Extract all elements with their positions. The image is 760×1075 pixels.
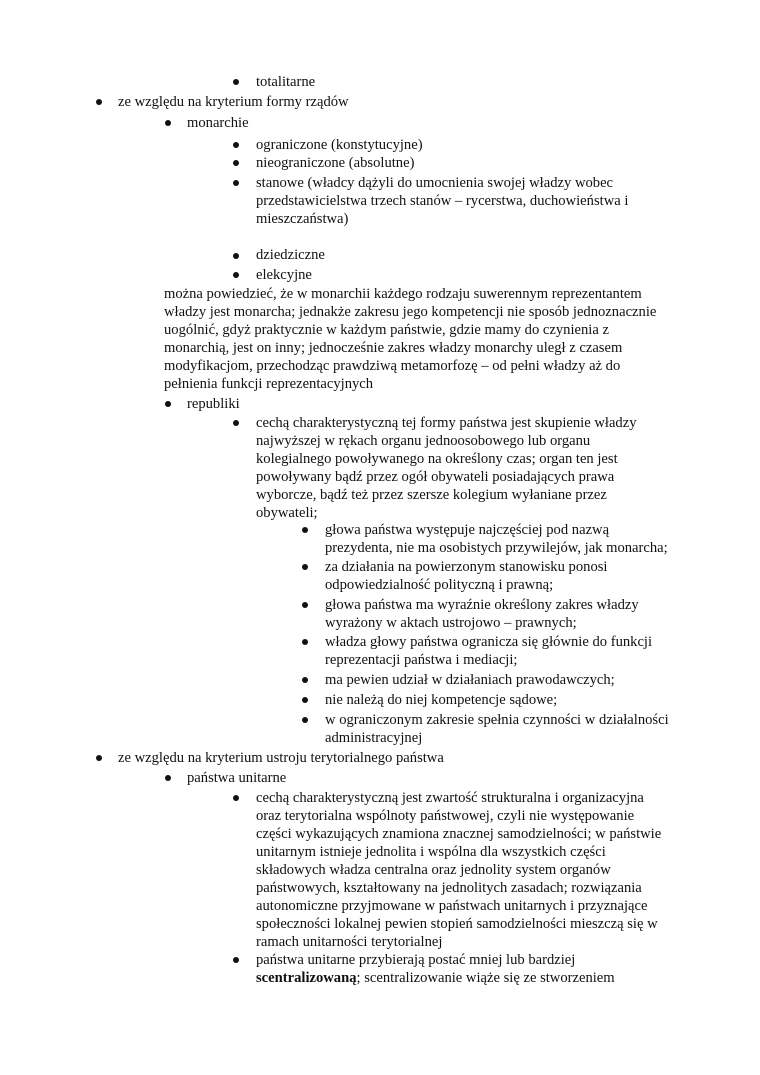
- bullet-icon: [302, 677, 308, 683]
- list-item-text: mieszczaństwa): [256, 211, 349, 227]
- paragraph-text: uogólnić, gdyż praktycznie w każdym państwie, gdzie mamy do czynienia z: [164, 322, 609, 338]
- list-item-text: nie należą do niej kompetencje sądowe;: [325, 692, 558, 708]
- bullet-icon: [302, 564, 308, 570]
- list-item-text: dziedziczne: [256, 247, 325, 263]
- list-item-text: przedstawicielstwa trzech stanów – rycerstwa, duchowieństwa i: [256, 193, 629, 209]
- bullet-icon: [233, 79, 239, 85]
- list-item-text: składowych władza centralna oraz jednolity system organów: [256, 862, 611, 878]
- list-item-text: autonomiczne przyjmowane w państwach unitarnych i przyznające: [256, 898, 648, 914]
- bullet-icon: [233, 795, 239, 801]
- bullet-icon: [233, 180, 239, 186]
- list-item-text: cechą charakterystyczną jest zwartość strukturalna i organizacyjna: [256, 790, 644, 806]
- paragraph-text: pełnienia funkcji reprezentacyjnych: [164, 376, 374, 392]
- section-heading: ze względu na kryterium formy rządów: [118, 94, 349, 110]
- list-item-text: państwowych, kształtowany na jednolitych zasadach; rozwiązania: [256, 880, 642, 896]
- bullet-icon: [302, 717, 308, 723]
- bullet-icon: [233, 420, 239, 426]
- list-item-text: głowa państwa ma wyraźnie określony zakres władzy: [325, 597, 639, 613]
- bullet-icon: [233, 272, 239, 278]
- bullet-icon: [302, 602, 308, 608]
- list-item-text: ramach unitarności terytorialnej: [256, 934, 443, 950]
- paragraph-text: władzy jest monarcha; jednakże zakresu jego kompetencji nie sposób jednoznacznie: [164, 304, 657, 320]
- bullet-icon: [233, 253, 239, 259]
- list-item-text: państwa unitarne: [187, 770, 287, 786]
- list-item-text: oraz terytorialna wspólnoty państwowej, czyli nie występowanie: [256, 808, 635, 824]
- list-item-text: głowa państwa występuje najczęściej pod nazwą: [325, 522, 610, 538]
- emphasis-text: scentralizowaną: [256, 970, 357, 986]
- bullet-icon: [302, 527, 308, 533]
- list-item-text-rest: ; scentralizowanie wiąże się ze stworzeniem: [356, 970, 615, 986]
- bullet-icon: [302, 639, 308, 645]
- list-item-text: części wykazujących znamiona znacznej samodzielności; w państwie: [256, 826, 662, 842]
- list-item-text: nieograniczone (absolutne): [256, 155, 415, 171]
- list-item-text: totalitarne: [256, 74, 316, 90]
- list-item-text: prezydenta, nie ma osobistych przywilejów, jak monarcha;: [325, 540, 668, 556]
- paragraph-text: modyfikacjom, przechodząc prawdziwą metamorfozę – od pełni władzy aż do: [164, 358, 621, 374]
- bullet-icon: [165, 120, 171, 126]
- bullet-icon: [302, 697, 308, 703]
- list-item-text: powoływany bądź przez ogół obywateli posiadających prawa: [256, 469, 615, 485]
- list-item-text: wyrażony w aktach ustrojowo – prawnych;: [325, 615, 577, 631]
- list-item-text: za działania na powierzonym stanowisku ponosi: [325, 559, 608, 575]
- list-item-text: monarchie: [187, 115, 249, 131]
- list-item-text: cechą charakterystyczną tej formy państwa jest skupienie władzy: [256, 415, 637, 431]
- list-item-text: unitarnym istnieje jednolita i wspólna dla wszystkich części: [256, 844, 606, 860]
- list-item-text: ograniczone (konstytucyjne): [256, 137, 423, 153]
- list-item-text: obywateli;: [256, 505, 318, 521]
- paragraph-text: można powiedzieć, że w monarchii każdego rodzaju suwerennym reprezentantem: [164, 286, 642, 302]
- list-item-text: elekcyjne: [256, 267, 312, 283]
- list-item-text: republiki: [187, 396, 240, 412]
- list-item-text: państwa unitarne przybierają postać mniej lub bardziej: [256, 952, 576, 968]
- bullet-icon: [165, 775, 171, 781]
- list-item-text: odpowiedzialność polityczną i prawną;: [325, 577, 554, 593]
- bullet-icon: [165, 401, 171, 407]
- list-item-text: stanowe (władcy dążyli do umocnienia swojej władzy wobec: [256, 175, 614, 191]
- list-item-text: kolegialnego powoływanego na określony czas; organ ten jest: [256, 451, 618, 467]
- list-item-text: [256, 969, 615, 987]
- list-item-text: najwyższej w rękach organu jednoosobowego lub organu: [256, 433, 591, 449]
- list-item-text: reprezentacji państwa i mediacji;: [325, 652, 518, 668]
- section-heading: ze względu na kryterium ustroju terytorialnego państwa: [118, 750, 444, 766]
- bullet-icon: [96, 99, 102, 105]
- bullet-icon: [233, 160, 239, 166]
- paragraph-text: monarchią, jest on inny; jednocześnie zakres władzy monarchy uległ z czasem: [164, 340, 623, 356]
- bullet-icon: [233, 957, 239, 963]
- bullet-icon: [96, 755, 102, 761]
- list-item-text: administracyjnej: [325, 730, 423, 746]
- list-item-text: w ograniczonym zakresie spełnia czynności w działalności: [325, 712, 669, 728]
- bullet-icon: [233, 142, 239, 148]
- list-item-text: władza głowy państwa ogranicza się głównie do funkcji: [325, 634, 653, 650]
- list-item-text: ma pewien udział w działaniach prawodawczych;: [325, 672, 615, 688]
- list-item-text: wyborcze, bądź też przez szersze kolegium wyłaniane przez: [256, 487, 607, 503]
- list-item-text: społeczności lokalnej pewien stopień samodzielności mieszczą się w: [256, 916, 658, 932]
